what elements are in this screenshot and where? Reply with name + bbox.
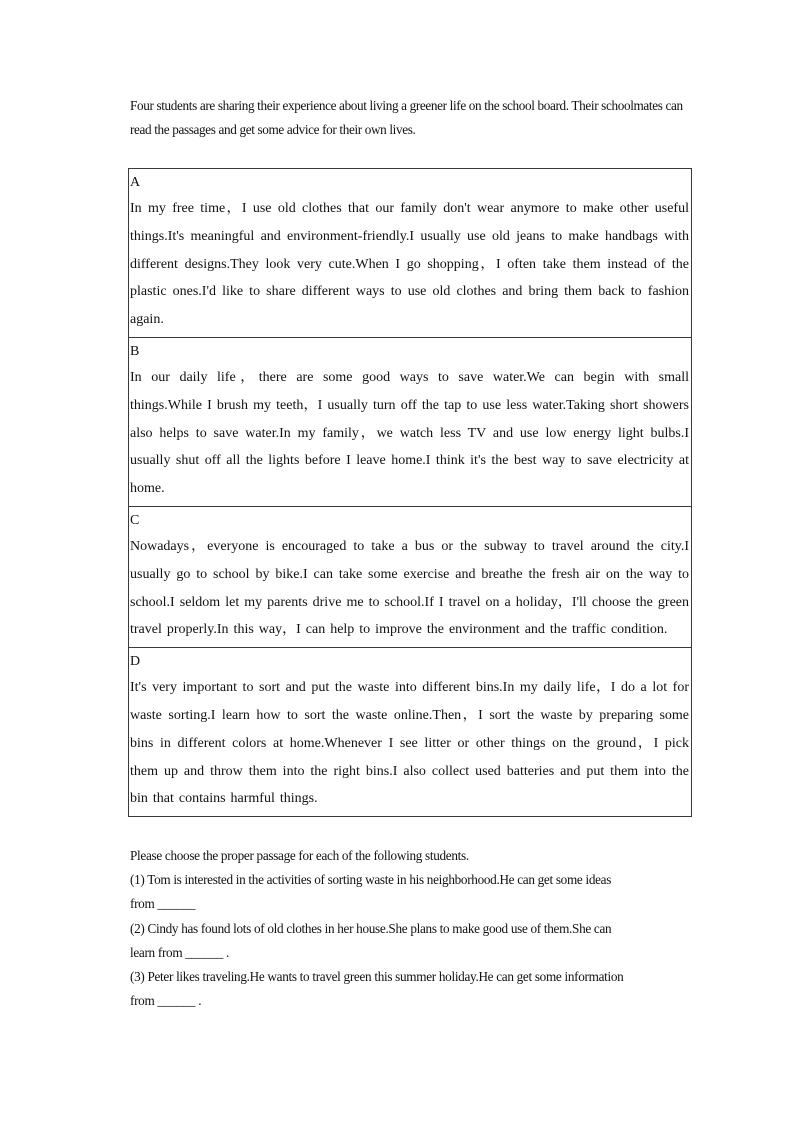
instruction-text: Please choose the proper passage for each of the following students. xyxy=(130,848,469,863)
question-3: (3) Peter likes traveling.He wants to travel green this summer holiday.He can get some information xyxy=(130,969,624,985)
question-2-answer-line: learn from ______ . xyxy=(130,944,230,960)
passage-c xyxy=(129,506,691,647)
passage-letter: B xyxy=(130,343,140,359)
intro-paragraph: Four students are sharing their experience about living a greener life on the school board. Their schoolmates can read the passages and get some advice for their own lives. xyxy=(130,98,683,137)
passage-letter: A xyxy=(130,175,141,190)
passage-text: In my free time，I use old clothes that our family don't wear anymore to make other useful things.It's meaningful and environment-friendly.I usually use old jeans to make handbags with different designs.They look very cute.When I go shopping，I often take them instead of the plastic ones.I'd like to share different ways to use old clothes and bring them back to fashion again. xyxy=(130,201,689,328)
question-2: (2) Cindy has found lots of old clothes in her house.She plans to make good use of them.She can xyxy=(130,920,612,936)
passages-table xyxy=(128,168,692,817)
passage-d xyxy=(129,647,691,816)
passage-b xyxy=(129,337,691,506)
passage-text: In our daily life，there are some good ways to save water.We can begin with small things.While I brush my teeth，I usually turn off the tap to use less water.Taking short showers also helps to save water.In my family，we watch less TV and use low energy light bulbs.I usually shut off all the lights before I leave home.I think it's the best way to save electricity at home. xyxy=(130,369,689,497)
passage-letter: D xyxy=(130,654,141,670)
passage-a xyxy=(129,169,691,337)
passage-text: It's very important to sort and put the waste into different bins.In my daily life，I do a lot for waste sorting.I learn how to sort the waste online.Then，I sort the waste by preparing some bins in different colors at home.Whenever I see litter or other things on the ground，I pick them up and throw them into the right bins.I also collect used batteries and put them into the bin that contains harmful things. xyxy=(130,680,689,807)
passage-letter: C xyxy=(130,512,140,528)
question-1: (1) Tom is interested in the activities of sorting waste in his neighborhood.He can get some ideas xyxy=(130,872,612,888)
question-3-answer-line: from ______ . xyxy=(130,993,202,1009)
questions-section xyxy=(130,844,692,1013)
passage-text: Nowadays，everyone is encouraged to take a bus or the subway to travel around the city.I usually go to school by bike.I can take some exercise and breathe the fresh air on the way to school.I seldom let my parents drive me to school.If I travel on a holiday，I'll choose the green travel properly.In this way，I can help to improve the environment and the traffic condition. xyxy=(130,538,689,638)
question-1-answer-line: from ______ xyxy=(130,896,196,912)
